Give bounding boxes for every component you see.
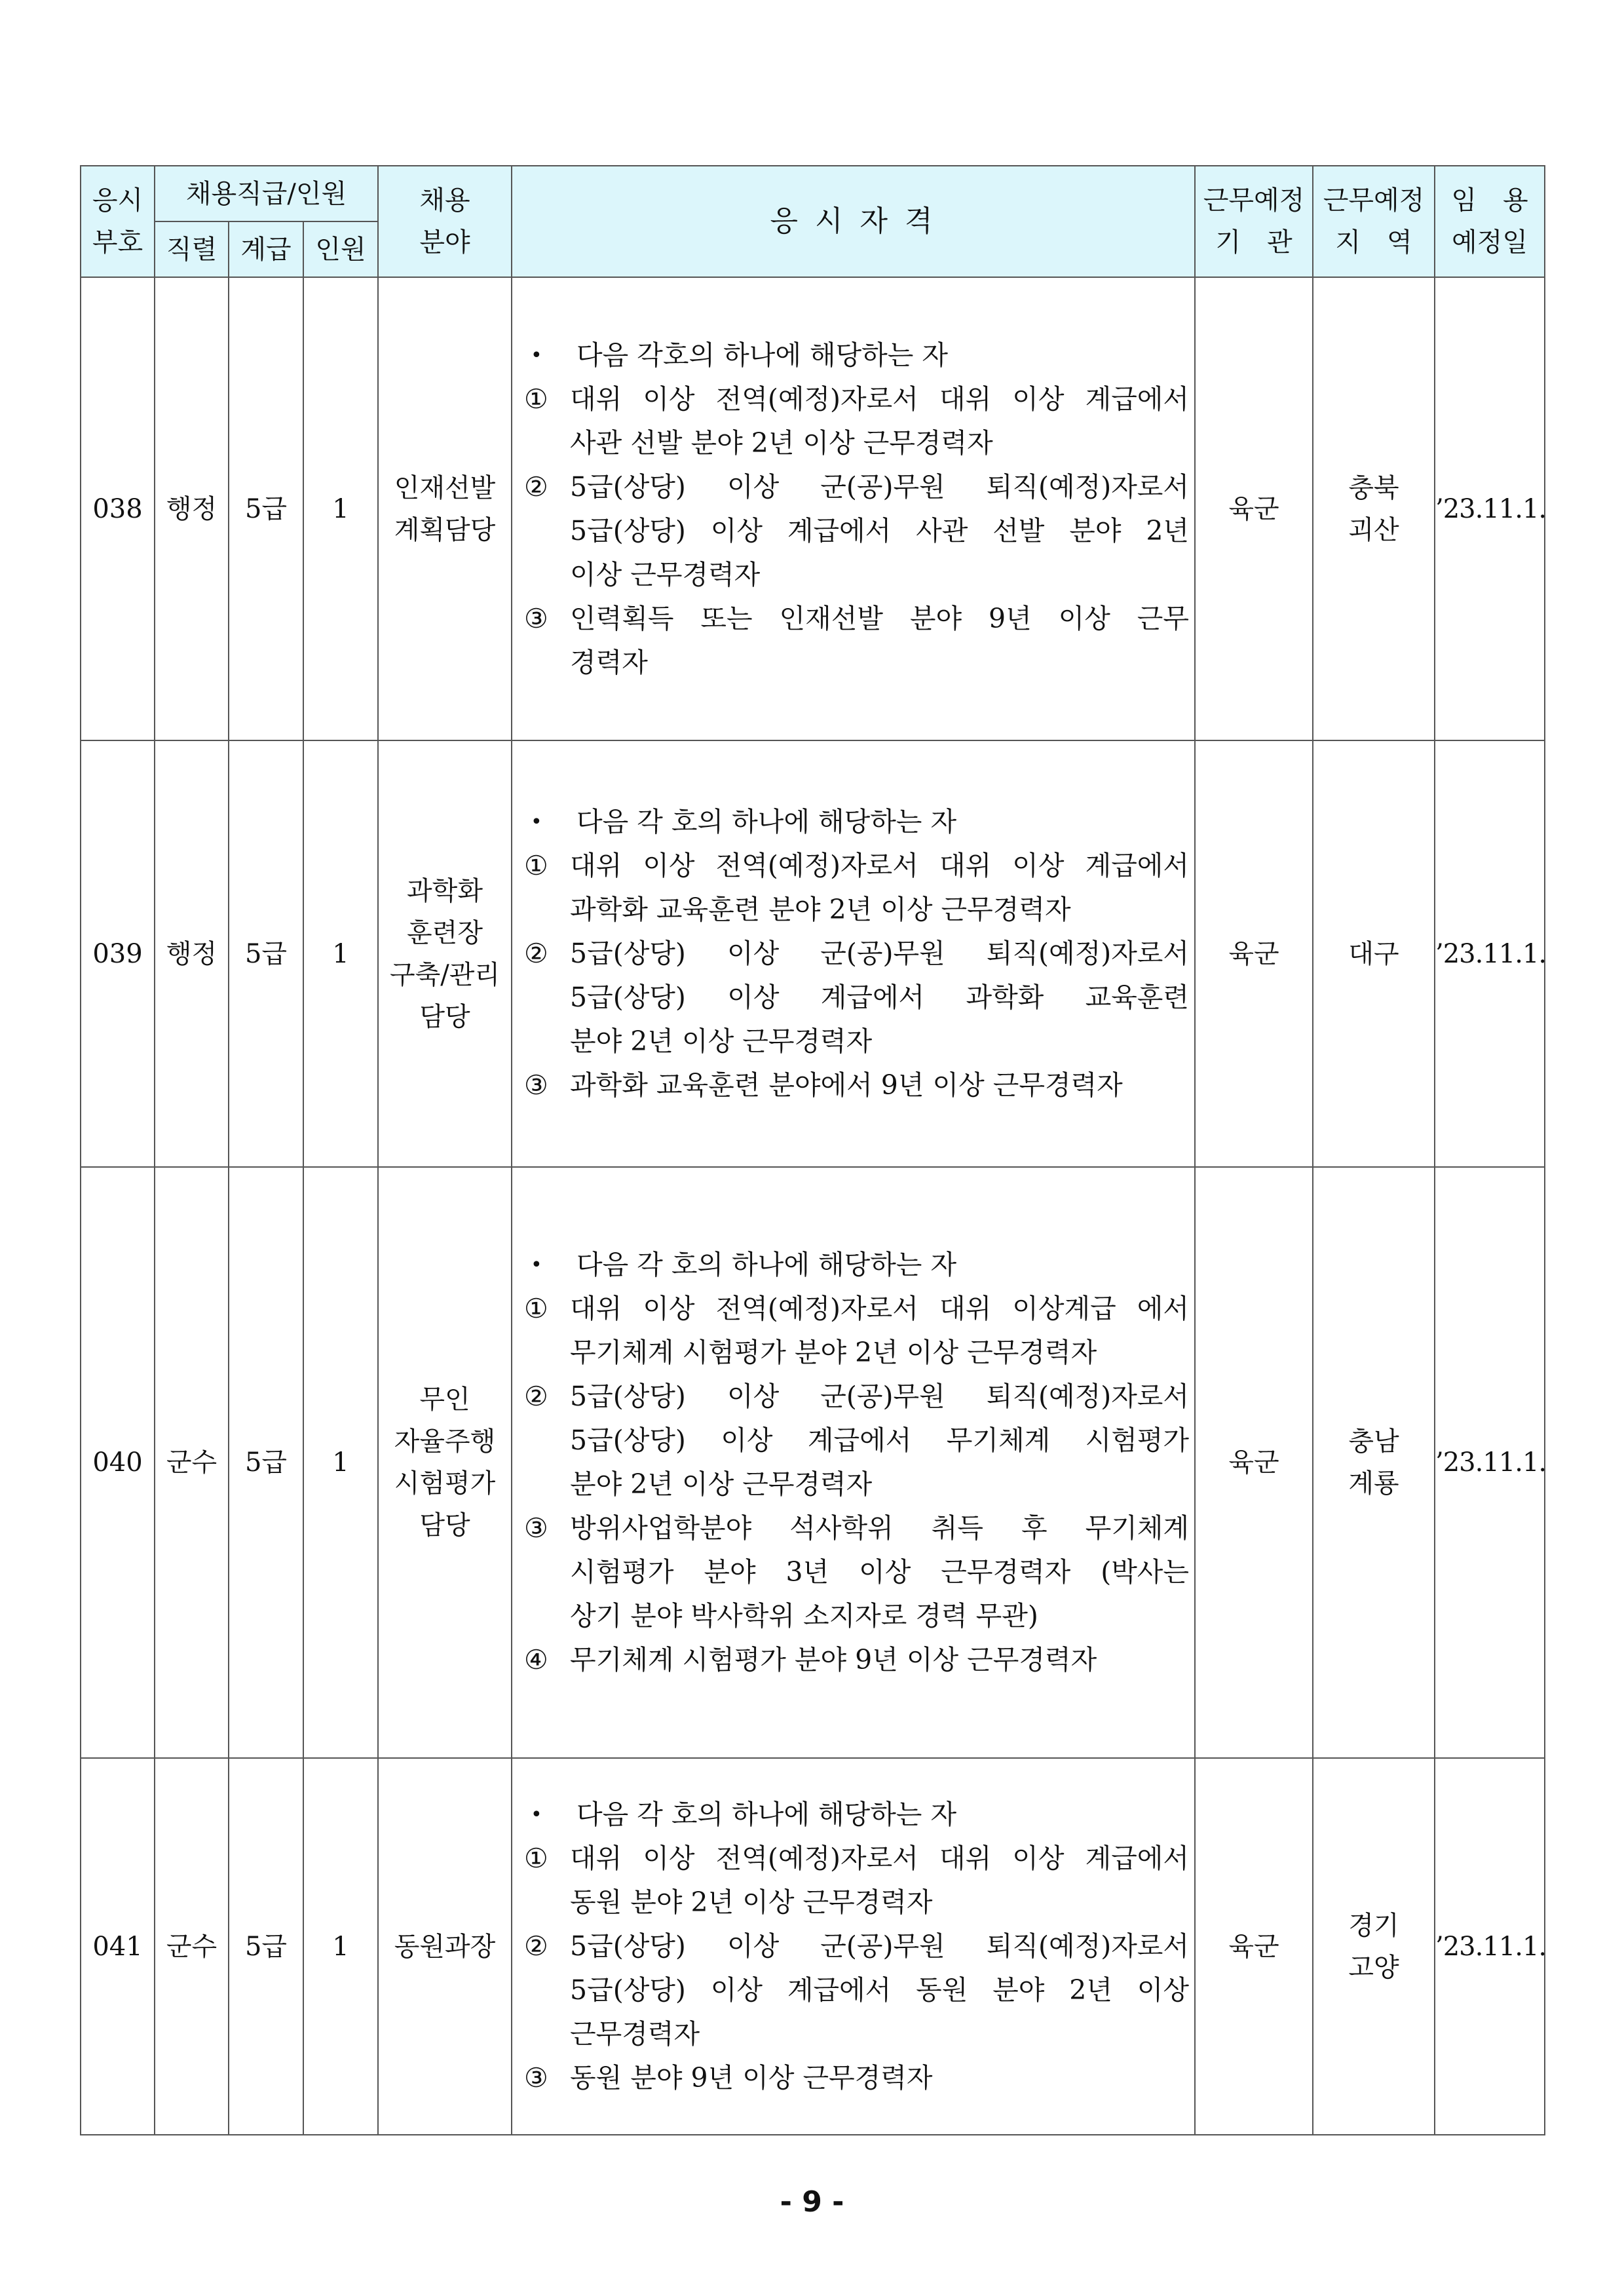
qualification-text: 5급(상당) 이상 군(공)무원 퇴직(예정)자로서 — [570, 1381, 1190, 1412]
qualification-text: 시험평가 분야 3년 이상 근무경력자 (박사는 — [570, 1556, 1190, 1588]
qualification-line — [524, 1881, 1189, 1924]
count-cell: 1 — [303, 740, 378, 1167]
qualification-text: 과학화 교육훈련 분야 2년 이상 근무경력자 — [570, 894, 1071, 925]
field-cell — [378, 1167, 512, 1758]
field-line: 훈련장 — [407, 917, 483, 948]
field-cell — [378, 1758, 512, 2135]
qualification-text: 인력획득 또는 인재선발 분야 9년 이상 근무 — [570, 602, 1190, 634]
header-qualification: 응 시 자 격 — [512, 166, 1195, 277]
agency-cell: 육군 — [1195, 1758, 1313, 2135]
series-cell: 행정 — [155, 740, 229, 1167]
field-line: 과학화 — [407, 875, 483, 906]
exam-no-cell: 040 — [81, 1167, 155, 1758]
qualification-text: 과학화 교육훈련 분야에서 9년 이상 근무경력자 — [570, 1069, 1123, 1101]
qualification-line — [524, 421, 1189, 465]
count-cell: 1 — [303, 1758, 378, 2135]
qualification-text: 5급(상당) 이상 군(공)무원 퇴직(예정)자로서 — [570, 1930, 1190, 1962]
item-number: ① — [524, 1843, 548, 1874]
qualification-text: 5급(상당) 이상 계급에서 동원 분야 2년 이상 — [570, 1974, 1190, 2006]
qualification-text: 다음 각 호의 하나에 해당하는 자 — [576, 1249, 957, 1280]
table-row — [81, 1758, 1545, 2135]
item-number: ② — [524, 1381, 548, 1412]
qualification-line — [524, 1243, 1189, 1287]
qualification-text: 동원 분야 2년 이상 근무경력자 — [570, 1886, 933, 1918]
item-number: ④ — [524, 1644, 548, 1675]
table-row — [81, 277, 1545, 740]
qualification-text: 대위 이상 전역(예정)자로서 대위 이상 계급에서 — [570, 1843, 1190, 1874]
series-cell: 군수 — [155, 1758, 229, 2135]
header-appoint-date: 임 용 예정일 — [1435, 166, 1545, 277]
grade-cell: 5급 — [229, 1167, 303, 1758]
qualification-line — [524, 1837, 1189, 1881]
exam-no-cell: 039 — [81, 740, 155, 1167]
header-series: 직렬 — [155, 221, 229, 277]
qualification-text: 무기체계 시험평가 분야 9년 이상 근무경력자 — [570, 1644, 1097, 1675]
field-line: 무인 — [419, 1385, 470, 1415]
bullet-icon: • — [531, 1803, 542, 1826]
qualification-line — [524, 888, 1189, 932]
region-line: 계룡 — [1348, 1468, 1399, 1499]
qualification-line — [524, 465, 1189, 509]
grade-cell: 5급 — [229, 1758, 303, 2135]
qualification-line — [524, 1550, 1189, 1594]
region-line: 괴산 — [1348, 514, 1399, 545]
qualification-text: 경력자 — [570, 646, 648, 678]
header-region: 근무예정 지 역 — [1313, 166, 1435, 277]
qualification-line — [524, 1063, 1189, 1107]
appoint-date-cell: ’23.11.1. — [1435, 1758, 1545, 2135]
qualification-text: 방위사업학분야 석사학위 취득 후 무기체계 — [570, 1512, 1190, 1544]
region-cell — [1313, 277, 1435, 740]
qualification-cell — [512, 740, 1195, 1167]
bullet-icon: • — [531, 1253, 542, 1276]
qualification-line — [524, 1638, 1189, 1682]
header-agency: 근무예정 기 관 — [1195, 166, 1313, 277]
qualification-text: 5급(상당) 이상 계급에서 무기체계 시험평가 — [570, 1425, 1190, 1456]
qualification-line — [524, 1594, 1189, 1638]
qualification-line — [524, 844, 1189, 888]
qualification-cell — [512, 1167, 1195, 1758]
field-line: 담당 — [419, 1001, 470, 1032]
appoint-date-cell: ’23.11.1. — [1435, 740, 1545, 1167]
qualification-text: 근무경력자 — [570, 2018, 700, 2050]
exam-no-cell: 038 — [81, 277, 155, 740]
qualification-line — [524, 1331, 1189, 1375]
qualification-line — [524, 976, 1189, 1020]
qualification-line — [524, 1375, 1189, 1419]
qualification-line — [524, 1020, 1189, 1063]
field-line: 계획담당 — [394, 514, 496, 545]
agency-cell: 육군 — [1195, 740, 1313, 1167]
item-number: ① — [524, 850, 548, 881]
qualification-line — [524, 1506, 1189, 1550]
appoint-date-cell: ’23.11.1. — [1435, 1167, 1545, 1758]
exam-no-cell: 041 — [81, 1758, 155, 2135]
qualification-line — [524, 377, 1189, 421]
item-number: ① — [524, 1293, 548, 1324]
field-cell — [378, 740, 512, 1167]
qualification-line — [524, 2056, 1189, 2100]
series-cell: 행정 — [155, 277, 229, 740]
recruitment-table — [80, 165, 1545, 2135]
region-line: 충남 — [1348, 1426, 1399, 1457]
qualification-text: 분야 2년 이상 근무경력자 — [570, 1025, 873, 1057]
table-header — [81, 166, 1545, 277]
region-line: 대구 — [1348, 938, 1399, 969]
qualification-text: 다음 각호의 하나에 해당하는 자 — [576, 339, 949, 371]
qualification-line — [524, 1924, 1189, 1968]
item-number: ③ — [524, 602, 548, 634]
qualification-line — [524, 932, 1189, 976]
qualification-line — [524, 553, 1189, 597]
count-cell: 1 — [303, 277, 378, 740]
qualification-text: 상기 분야 박사학위 소지자로 경력 무관) — [570, 1600, 1038, 1632]
field-cell — [378, 277, 512, 740]
qualification-line — [524, 1419, 1189, 1463]
qualification-text: 이상 근무경력자 — [570, 558, 761, 590]
qualification-text: 5급(상당) 이상 군(공)무원 퇴직(예정)자로서 — [570, 470, 1190, 503]
item-number: ② — [524, 1930, 548, 1962]
header-position-group: 채용직급/인원 — [155, 166, 378, 221]
item-number: ① — [524, 383, 548, 415]
field-line: 담당 — [419, 1510, 470, 1540]
qualification-line — [524, 509, 1189, 553]
bullet-icon: • — [531, 811, 542, 833]
qualification-text: 무기체계 시험평가 분야 2년 이상 근무경력자 — [570, 1337, 1097, 1368]
qualification-line — [524, 800, 1189, 844]
table-body — [81, 277, 1545, 2135]
agency-cell: 육군 — [1195, 1167, 1313, 1758]
agency-cell: 육군 — [1195, 277, 1313, 740]
qualification-text: 5급(상당) 이상 계급에서 과학화 교육훈련 — [570, 982, 1190, 1013]
qualification-line — [524, 1968, 1189, 2012]
qualification-text: 다음 각 호의 하나에 해당하는 자 — [576, 1799, 957, 1830]
qualification-text: 분야 2년 이상 근무경력자 — [570, 1468, 873, 1500]
qualification-cell — [512, 277, 1195, 740]
region-cell — [1313, 740, 1435, 1167]
region-cell — [1313, 1167, 1435, 1758]
series-cell: 군수 — [155, 1167, 229, 1758]
appoint-date-cell: ’23.11.1. — [1435, 277, 1545, 740]
field-line: 구축/관리 — [389, 959, 500, 990]
qualification-line — [524, 1463, 1189, 1506]
table-row — [81, 1167, 1545, 1758]
item-number: ③ — [524, 2062, 548, 2094]
grade-cell: 5급 — [229, 277, 303, 740]
qualification-line — [524, 2012, 1189, 2056]
qualification-text: 사관 선발 분야 2년 이상 근무경력자 — [570, 427, 993, 459]
field-line: 시험평가 — [394, 1468, 496, 1499]
grade-cell: 5급 — [229, 740, 303, 1167]
qualification-text: 동원 분야 9년 이상 근무경력자 — [570, 2062, 933, 2094]
count-cell: 1 — [303, 1167, 378, 1758]
item-number: ③ — [524, 1069, 548, 1101]
item-number: ② — [524, 938, 548, 969]
region-line: 경기 — [1348, 1910, 1399, 1941]
page-number: - 9 - — [780, 2185, 844, 2219]
region-line: 고양 — [1348, 1952, 1399, 1983]
field-line: 동원과장 — [394, 1931, 496, 1962]
qualification-text: 5급(상당) 이상 군(공)무원 퇴직(예정)자로서 — [570, 938, 1190, 969]
field-line: 자율주행 — [394, 1426, 496, 1457]
qualification-line — [524, 597, 1189, 641]
item-number: ③ — [524, 1512, 548, 1544]
region-line: 충북 — [1348, 472, 1399, 503]
header-count: 인원 — [303, 221, 378, 277]
qualification-text: 대위 이상 전역(예정)자로서 대위 이상 계급에서 — [570, 850, 1190, 881]
qualification-line — [524, 1793, 1189, 1837]
item-number: ② — [524, 470, 548, 503]
field-line: 인재선발 — [394, 472, 496, 503]
table-row — [81, 740, 1545, 1167]
header-grade: 계급 — [229, 221, 303, 277]
qualification-text: 대위 이상 전역(예정)자로서 대위 이상 계급에서 — [570, 383, 1190, 415]
qualification-line — [524, 641, 1189, 685]
qualification-text: 대위 이상 전역(예정)자로서 대위 이상계급 에서 — [570, 1293, 1190, 1324]
qualification-text: 다음 각 호의 하나에 해당하는 자 — [576, 806, 957, 837]
region-cell — [1313, 1758, 1435, 2135]
qualification-cell — [512, 1758, 1195, 2135]
qualification-line — [524, 1287, 1189, 1331]
qualification-line — [524, 334, 1189, 377]
qualification-text: 5급(상당) 이상 계급에서 사관 선발 분야 2년 — [570, 514, 1190, 546]
header-exam-no: 응시 부호 — [81, 166, 155, 277]
bullet-icon: • — [531, 343, 542, 367]
header-field: 채용 분야 — [378, 166, 512, 277]
